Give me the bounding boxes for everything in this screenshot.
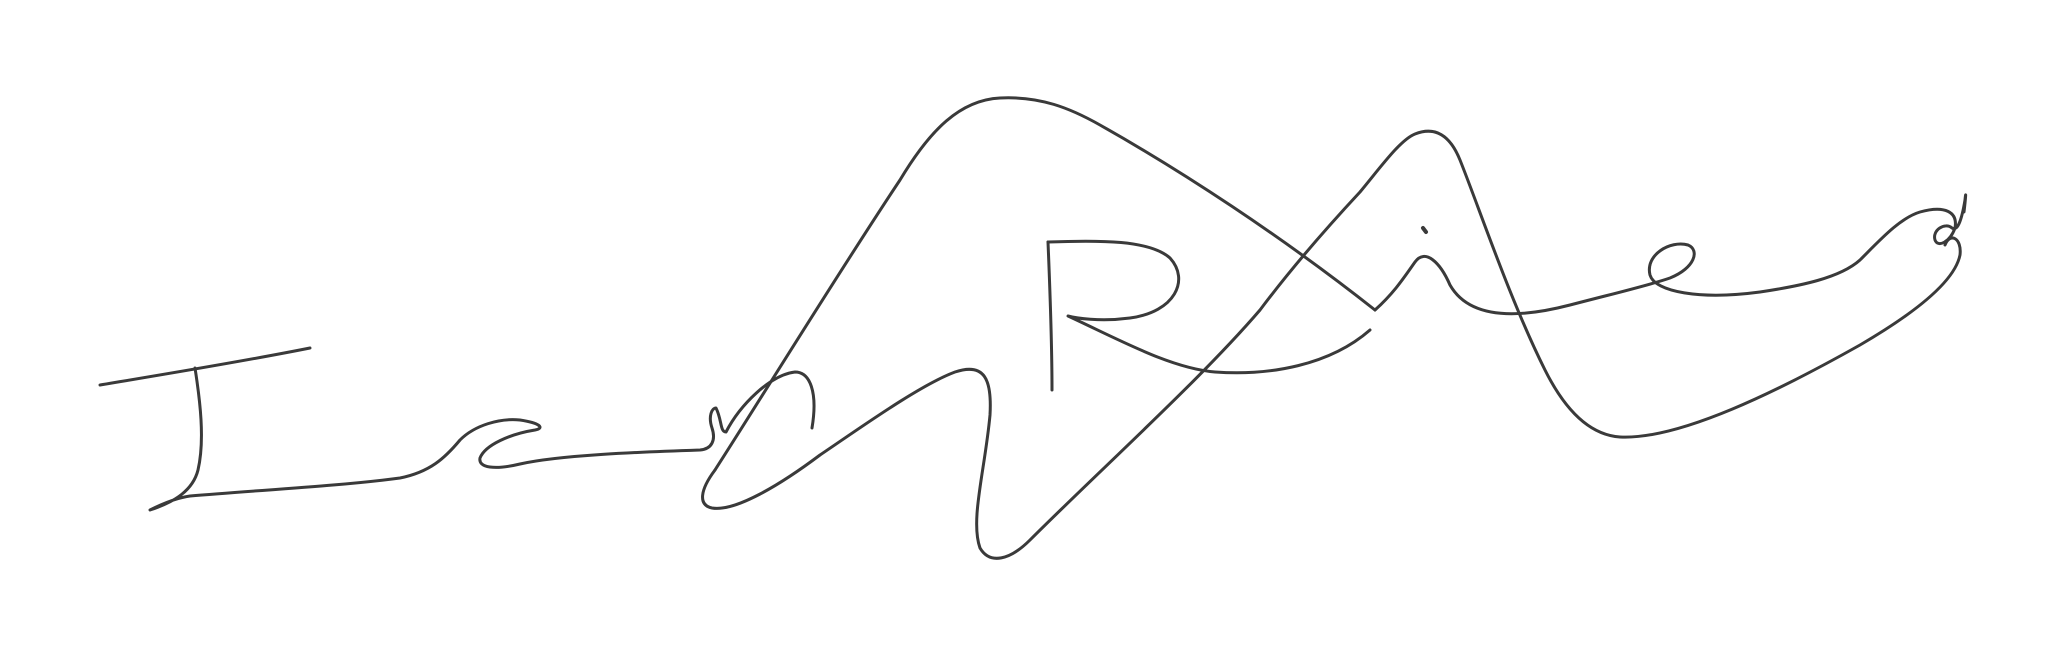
signature-stroke-r-stem [1048, 242, 1052, 390]
signature-stroke-i-bar [100, 348, 310, 385]
signature-stroke-r-bowl [1048, 241, 1370, 373]
signature-stroke-i-dot [1423, 228, 1426, 232]
signature-stroke-i-stem [150, 368, 814, 510]
signature-stroke-ed [1375, 195, 1966, 314]
